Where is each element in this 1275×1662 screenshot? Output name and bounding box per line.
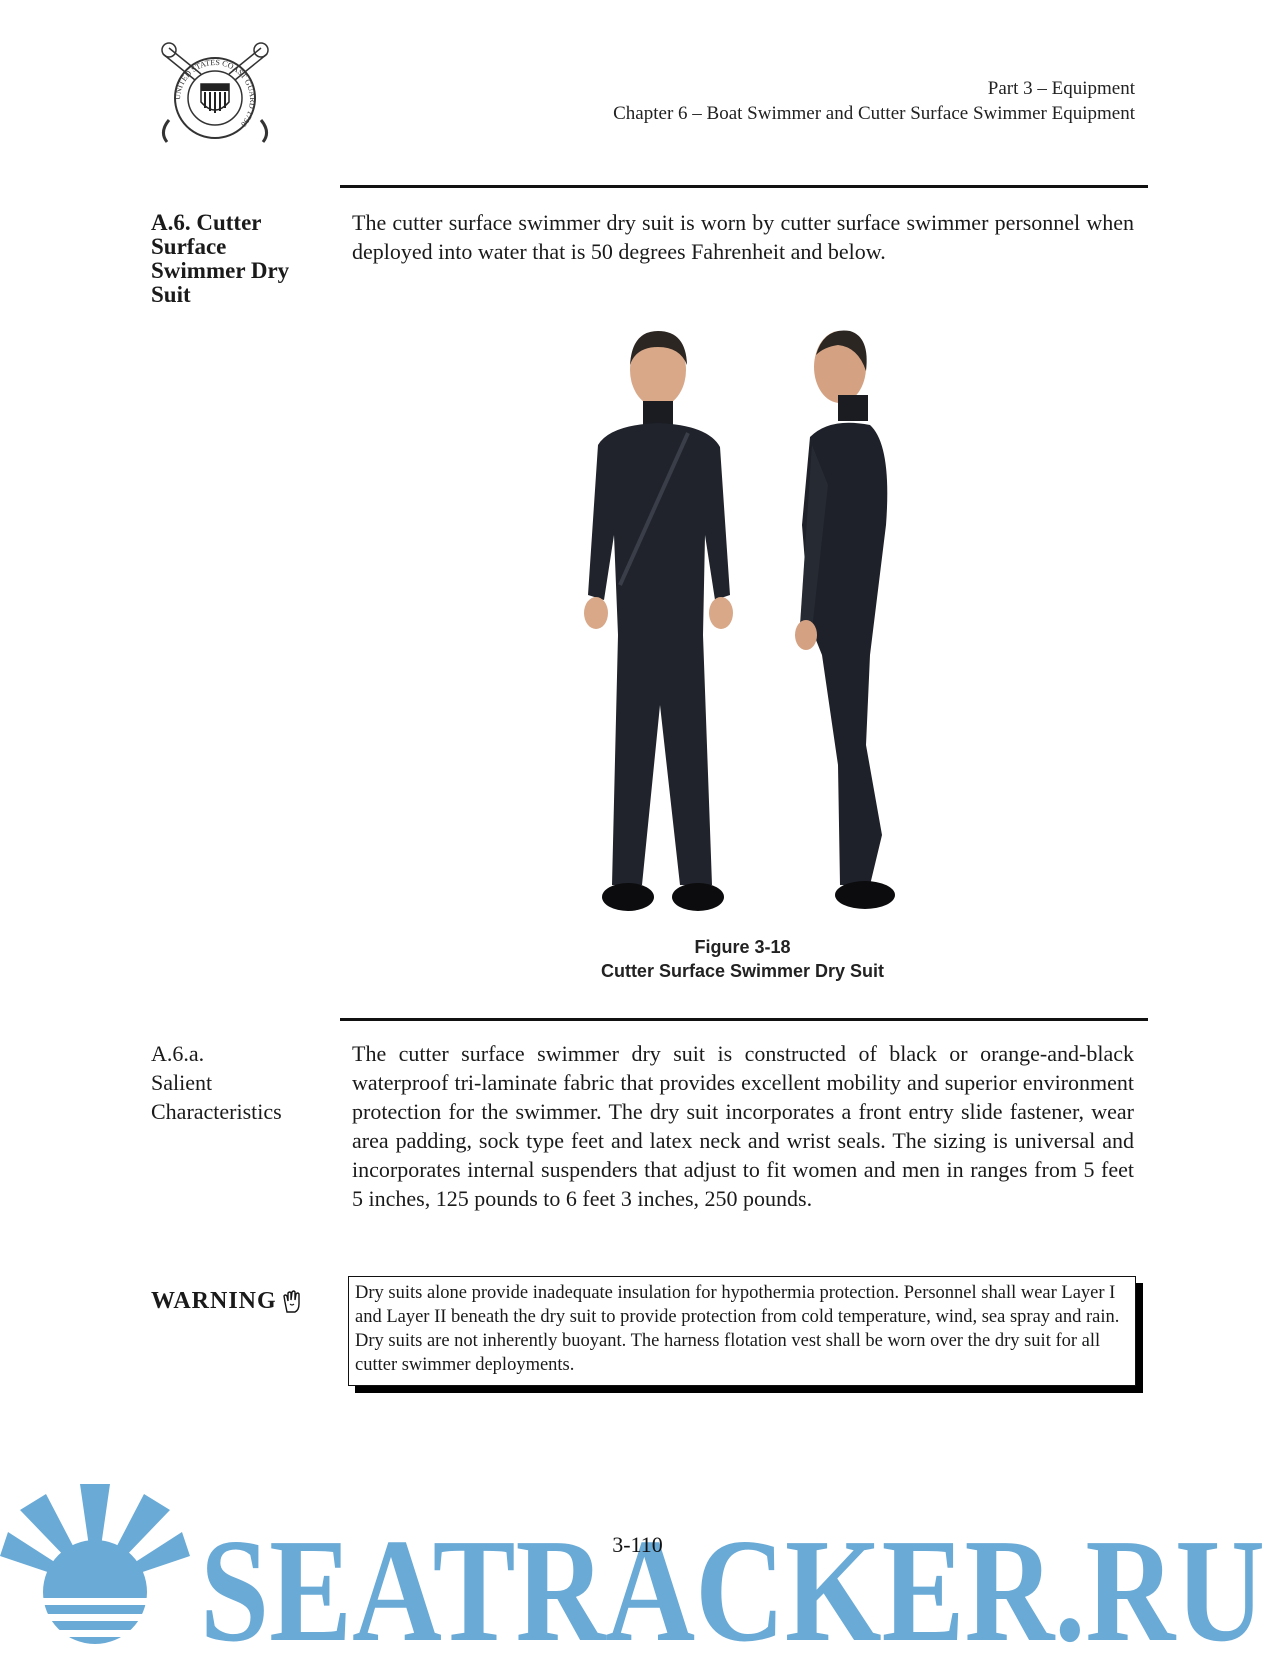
front-view-figure — [584, 331, 733, 911]
figure-title: Cutter Surface Swimmer Dry Suit — [600, 961, 885, 981]
running-header — [613, 76, 1135, 126]
section-a6a-body: The cutter surface swimmer dry suit is constructed of black or orange-and-black waterproof tri-laminate fabric that provides excellent mobility and superior environment protection for the swimmer. The dry suit incorporates a front entry slide fastener, wear area padding, sock type feet and latex neck and wrist seals. The sizing is universal and incorporates internal suspenders that adjust to fit women and men in ranges from 5 feet 5 inches, 125 pounds to 6 feet 3 inches, 250 pounds. — [352, 1041, 1134, 1211]
section-divider — [340, 1018, 1148, 1021]
dry-suit-photo — [540, 325, 945, 925]
section-divider — [340, 185, 1148, 188]
hand-stop-icon — [281, 1290, 303, 1314]
section-a6a-label: A.6.a. Salient Characteristics — [151, 1041, 282, 1124]
page-number: 3-110 — [612, 1532, 663, 1557]
warning-label — [151, 1288, 303, 1315]
figure-number: Figure 3-18 — [694, 937, 791, 957]
header-chapter: Chapter 6 – Boat Swimmer and Cutter Surface Swimmer Equipment — [613, 103, 1135, 124]
svg-text:SEATRACKER.RU: SEATRACKER.RU — [200, 1509, 1265, 1662]
warning-text-label: WARNING — [151, 1288, 277, 1314]
header-part: Part 3 – Equipment — [987, 78, 1135, 99]
side-view-figure — [795, 331, 895, 910]
figure-caption — [540, 935, 945, 983]
seatracker-watermark — [0, 1480, 1275, 1662]
svg-text:UNITED STATES COAST GUARD 1790: UNITED STATES COAST GUARD 1790 — [172, 57, 258, 129]
section-a6-body: The cutter surface swimmer dry suit is worn by cutter surface swimmer personnel when deployed into water that is 50 degrees Fahrenheit and below. — [352, 210, 1134, 264]
coast-guard-seal-logo — [155, 40, 275, 152]
sun-logo-icon — [0, 1484, 200, 1644]
section-a6-title: A.6. Cutter Surface Swimmer Dry Suit — [151, 210, 290, 307]
warning-box: Dry suits alone provide inadequate insulation for hypothermia protection. Personnel shall wear Layer I and Layer II beneath the dry suit to provide protection from cold temperature, wind, sea spray and rain. Dry suits are not inherently buoyant. The harness flotation vest shall be worn over the dry suit for all cutter swimmer deployments. — [348, 1276, 1136, 1386]
